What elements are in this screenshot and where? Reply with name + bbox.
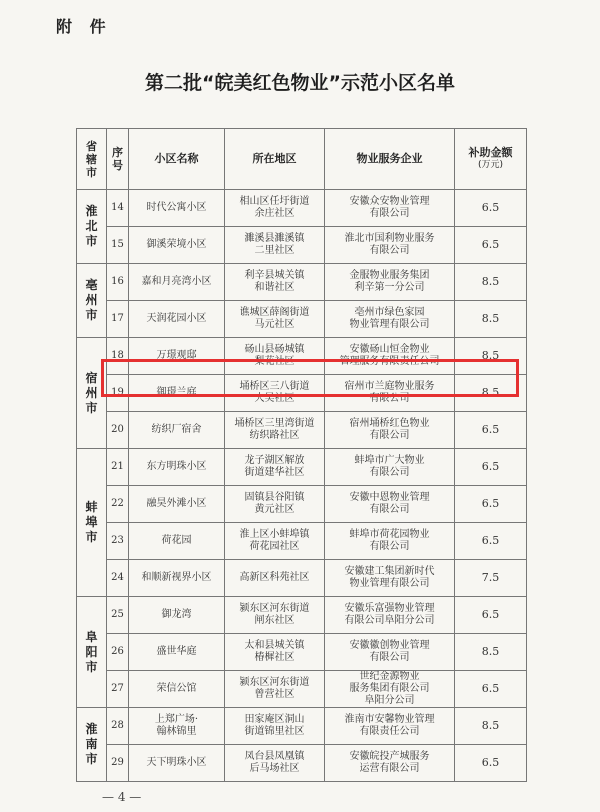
number-cell: 18 (107, 338, 129, 375)
company-cell: 宿州埇桥红色物业 有限公司 (325, 412, 455, 449)
number-cell: 14 (107, 190, 129, 227)
location-cell: 固镇县谷阳镇 黄元社区 (225, 486, 325, 523)
number-cell: 16 (107, 264, 129, 301)
number-cell: 26 (107, 634, 129, 671)
table-row (77, 597, 527, 634)
amount-cell: 7.5 (455, 560, 527, 597)
company-cell: 淮北市国利物业服务 有限公司 (325, 227, 455, 264)
company-cell: 金服物业服务集团 利辛第一分公司 (325, 264, 455, 301)
table-row (77, 634, 527, 671)
company-cell: 蚌埠市荷花园物业 有限公司 (325, 523, 455, 560)
community-cell: 天下明珠小区 (129, 745, 225, 782)
table-row (77, 708, 527, 745)
table-row (77, 560, 527, 597)
table-row (77, 375, 527, 412)
number-cell: 19 (107, 375, 129, 412)
header-city: 省辖市 (77, 129, 107, 190)
header-amount: 补助金额 (万元) (455, 129, 527, 190)
city-cell: 阜阳市 (77, 597, 107, 708)
community-cell: 时代公寓小区 (129, 190, 225, 227)
table-row (77, 486, 527, 523)
number-cell: 21 (107, 449, 129, 486)
company-cell: 安徽建工集团新时代 物业管理有限公司 (325, 560, 455, 597)
amount-cell: 8.5 (455, 375, 527, 412)
location-cell: 太和县城关镇 椿樨社区 (225, 634, 325, 671)
amount-cell: 6.5 (455, 449, 527, 486)
amount-cell: 6.5 (455, 597, 527, 634)
header-company: 物业服务企业 (325, 129, 455, 190)
location-cell: 利辛县城关镇 和谐社区 (225, 264, 325, 301)
community-cell: 嘉和月亮湾小区 (129, 264, 225, 301)
number-cell: 25 (107, 597, 129, 634)
amount-cell: 8.5 (455, 708, 527, 745)
number-cell: 20 (107, 412, 129, 449)
amount-cell: 6.5 (455, 227, 527, 264)
header-location: 所在地区 (225, 129, 325, 190)
community-list-table (76, 128, 527, 782)
location-cell: 凤台县凤凰镇 后马场社区 (225, 745, 325, 782)
table-row (77, 227, 527, 264)
table-row (77, 449, 527, 486)
community-cell: 天润花园小区 (129, 301, 225, 338)
company-cell: 安徽徽创物业管理 有限公司 (325, 634, 455, 671)
company-cell: 蚌埠市广大物业 有限公司 (325, 449, 455, 486)
community-cell: 盛世华庭 (129, 634, 225, 671)
community-cell: 御璟兰庭 (129, 375, 225, 412)
amount-cell: 6.5 (455, 523, 527, 560)
number-cell: 23 (107, 523, 129, 560)
location-cell: 谯城区薛阁街道 马元社区 (225, 301, 325, 338)
community-cell: 融昊外滩小区 (129, 486, 225, 523)
attachment-label: 附 件 (56, 17, 112, 36)
amount-cell: 8.5 (455, 338, 527, 375)
company-cell: 安徽众安物业管理 有限公司 (325, 190, 455, 227)
amount-cell: 8.5 (455, 634, 527, 671)
amount-cell: 6.5 (455, 745, 527, 782)
company-cell: 安徽乐富强物业管理 有限公司阜阳分公司 (325, 597, 455, 634)
location-cell: 龙子湖区解放 街道建华社区 (225, 449, 325, 486)
company-cell: 安徽砀山恒金物业 管理服务有限责任公司 (325, 338, 455, 375)
header-community: 小区名称 (129, 129, 225, 190)
community-cell: 和顺新视界小区 (129, 560, 225, 597)
amount-cell: 6.5 (455, 671, 527, 708)
amount-cell: 6.5 (455, 190, 527, 227)
community-cell: 荣信公馆 (129, 671, 225, 708)
table-row (77, 671, 527, 708)
company-cell: 世纪金源物业 服务集团有限公司 阜阳分公司 (325, 671, 455, 708)
amount-cell: 6.5 (455, 486, 527, 523)
document-title: 第二批“皖美红色物业”示范小区名单 (145, 72, 455, 94)
location-cell: 颍东区河东街道 闸东社区 (225, 597, 325, 634)
city-cell: 淮南市 (77, 708, 107, 782)
table-row (77, 412, 527, 449)
page-number: — 4 — (102, 790, 142, 804)
location-cell: 埇桥区三里湾街道 纺织路社区 (225, 412, 325, 449)
company-cell: 安徽皖投产城服务 运营有限公司 (325, 745, 455, 782)
community-cell: 纺织厂宿舍 (129, 412, 225, 449)
community-cell: 上郑广场· 翰林锦里 (129, 708, 225, 745)
community-cell: 万璟观邸 (129, 338, 225, 375)
number-cell: 17 (107, 301, 129, 338)
number-cell: 22 (107, 486, 129, 523)
location-cell: 砀山县砀城镇 梨花社区 (225, 338, 325, 375)
header-no: 序号 (107, 129, 129, 190)
amount-cell: 8.5 (455, 264, 527, 301)
company-cell: 淮南市安馨物业管理 有限责任公司 (325, 708, 455, 745)
city-cell: 淮北市 (77, 190, 107, 264)
number-cell: 29 (107, 745, 129, 782)
community-cell: 荷花园 (129, 523, 225, 560)
location-cell: 埇桥区三八街道 大吴社区 (225, 375, 325, 412)
city-cell: 亳州市 (77, 264, 107, 338)
table-row (77, 523, 527, 560)
table-row (77, 338, 527, 375)
city-cell: 蚌埠市 (77, 449, 107, 597)
company-cell: 亳州市绿色家园 物业管理有限公司 (325, 301, 455, 338)
table-header-row (77, 129, 527, 190)
location-cell: 颍东区河东街道 曾营社区 (225, 671, 325, 708)
community-cell: 御龙湾 (129, 597, 225, 634)
number-cell: 24 (107, 560, 129, 597)
location-cell: 濉溪县濉溪镇 二里社区 (225, 227, 325, 264)
location-cell: 淮上区小蚌埠镇 荷花园社区 (225, 523, 325, 560)
table-row (77, 301, 527, 338)
location-cell: 田家庵区洞山 街道锦里社区 (225, 708, 325, 745)
amount-cell: 8.5 (455, 301, 527, 338)
number-cell: 28 (107, 708, 129, 745)
table-row (77, 264, 527, 301)
location-cell: 相山区任圩街道 余庄社区 (225, 190, 325, 227)
number-cell: 15 (107, 227, 129, 264)
amount-cell: 6.5 (455, 412, 527, 449)
city-cell: 宿州市 (77, 338, 107, 449)
company-cell: 安徽中恩物业管理 有限公司 (325, 486, 455, 523)
table-row (77, 745, 527, 782)
table-row (77, 190, 527, 227)
community-cell: 御溪荣境小区 (129, 227, 225, 264)
number-cell: 27 (107, 671, 129, 708)
company-cell: 宿州市兰庭物业服务 有限公司 (325, 375, 455, 412)
location-cell: 高新区科苑社区 (225, 560, 325, 597)
community-cell: 东方明珠小区 (129, 449, 225, 486)
